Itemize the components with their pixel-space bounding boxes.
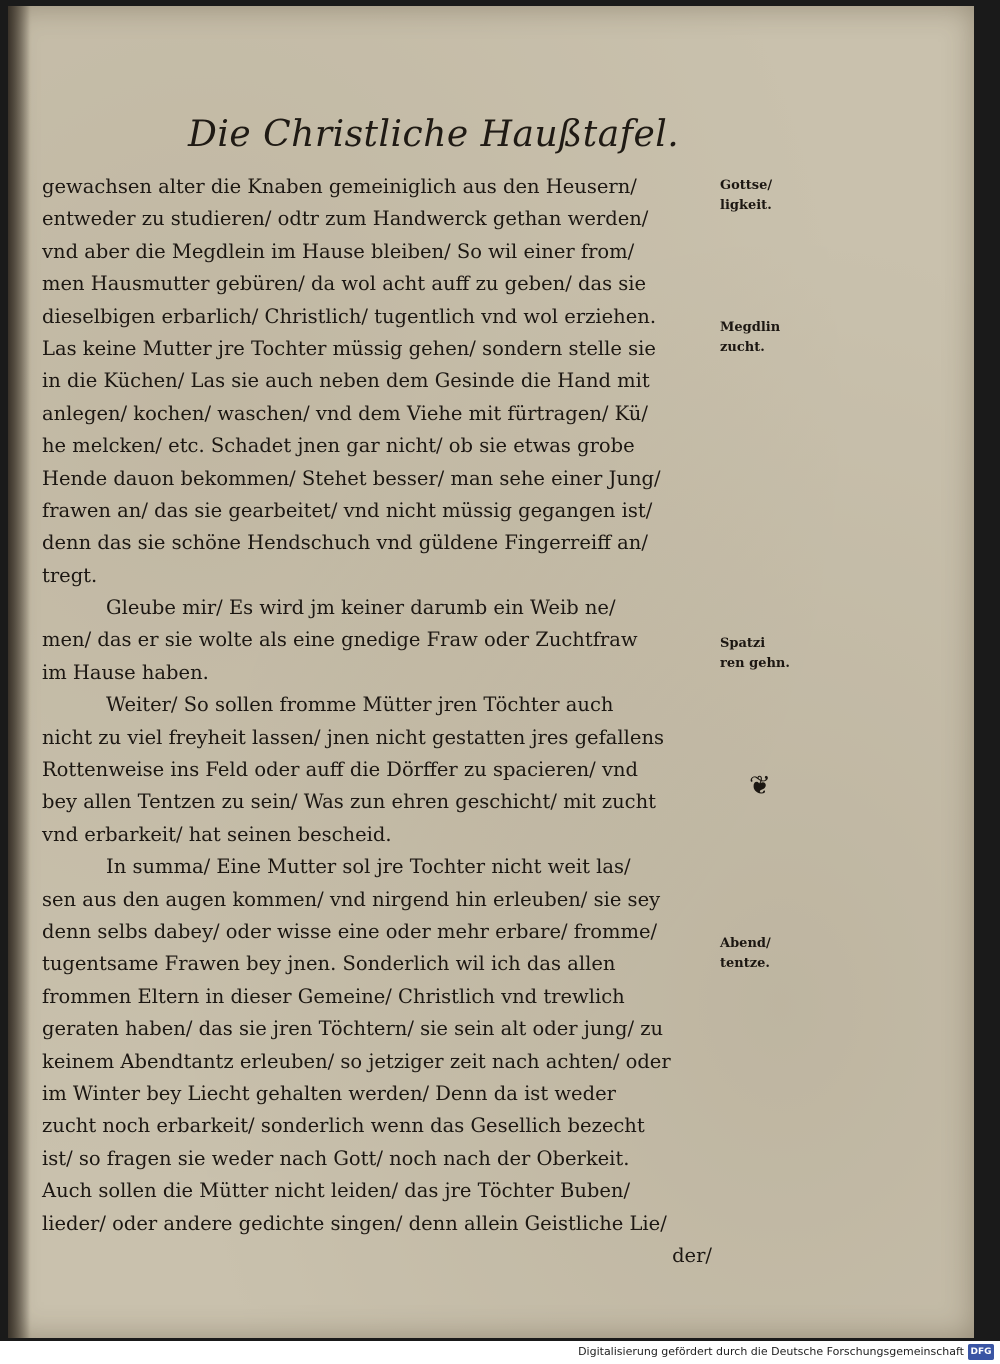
text-line: nicht zu viel freyheit lassen/ jnen nicht gestatten jres gefallens (42, 725, 665, 749)
text-line: sen aus den augen kommen/ vnd nirgend hin erleuben/ sie sey (42, 887, 661, 911)
text-line: vnd erbarkeit/ hat seinen bescheid. (42, 822, 392, 846)
text-line: men/ das er sie wolte als eine gnedige Fraw oder Zuchtfraw (42, 628, 638, 652)
footer-bar (0, 1341, 1000, 1364)
margin-note-line: Abend/ (720, 936, 771, 951)
margin-note-line: zucht. (720, 340, 765, 355)
text-line: In summa/ Eine Mutter sol jre Tochter nicht weit las/ (106, 855, 631, 879)
text-line: tugentsame Frawen bey jnen. Sonderlich wil ich das allen (42, 952, 616, 976)
text-line: frawen an/ das sie gearbeitet/ vnd nicht müssig gegangen ist/ (42, 498, 653, 522)
text-line: keinem Abendtantz erleuben/ so jetziger zeit nach achten/ oder (42, 1049, 671, 1073)
margin-note (720, 934, 771, 974)
text-line: Rottenweise ins Feld oder auff die Dörffer zu spacieren/ vnd (42, 758, 639, 782)
catchword: der/ (672, 1243, 712, 1267)
text-line: geraten haben/ das sie jren Töchtern/ sie sein alt oder jung/ zu (42, 1017, 664, 1041)
text-line: im Winter bey Liecht gehalten werden/ Denn da ist weder (42, 1081, 616, 1105)
text-line: tregt. (42, 563, 98, 587)
text-line: im Hause haben. (42, 660, 209, 684)
text-line: Hende dauon bekommen/ Stehet besser/ man sehe einer Jung/ (42, 466, 661, 490)
margin-note (720, 634, 790, 674)
text-line: denn das sie schöne Hendschuch vnd güldene Fingerreiff an/ (42, 531, 648, 555)
text-line: denn selbs dabey/ oder wisse eine oder mehr erbare/ fromme/ (42, 919, 658, 943)
text-line: vnd aber die Megdlein im Hause bleiben/ So wil einer from/ (42, 239, 635, 263)
text-line: he melcken/ etc. Schadet jnen gar nicht/ ob sie etwas grobe (42, 434, 635, 458)
running-header: Die Christliche Haußtafel. (188, 114, 680, 155)
text-line: in die Küchen/ Las sie auch neben dem Gesinde die Hand mit (42, 369, 650, 393)
margin-note (720, 176, 772, 216)
funding-notice: Digitalisierung gefördert durch die Deutsche Forschungsgemeinschaft (578, 1345, 964, 1358)
dfg-logo-icon: DFG (968, 1344, 994, 1360)
body-text (42, 171, 732, 1272)
text-line: dieselbigen erbarlich/ Christlich/ tugentlich vnd wol erziehen. (42, 304, 657, 328)
text-line: entweder zu studieren/ odtr zum Handwerck gethan werden/ (42, 207, 649, 231)
text-line: zucht noch erbarkeit/ sonderlich wenn das Gesellich bezecht (42, 1114, 645, 1138)
book-page (8, 6, 974, 1338)
text-line: men Hausmutter gebüren/ da wol acht auff zu geben/ das sie (42, 272, 647, 296)
hand-ornament-icon: ❦ (749, 771, 771, 801)
page-gutter (8, 6, 30, 1338)
text-line: Weiter/ So sollen fromme Mütter jren Töchter auch (106, 693, 614, 717)
margin-note-line: tentze. (720, 956, 770, 971)
text-line: gewachsen alter die Knaben gemeiniglich aus den Heusern/ (42, 175, 637, 198)
text-line: lieder/ oder andere gedichte singen/ denn allein Geistliche Lie/ (42, 1211, 667, 1235)
margin-note (720, 318, 780, 358)
text-line: ist/ so fragen sie weder nach Gott/ noch nach der Oberkeit. (42, 1146, 630, 1170)
text-line: anlegen/ kochen/ waschen/ vnd dem Viehe mit fürtragen/ Kü/ (42, 401, 648, 425)
text-line: Gleube mir/ Es wird jm keiner darumb ein Weib ne/ (106, 596, 616, 620)
text-line: Las keine Mutter jre Tochter müssig gehen/ sondern stelle sie (42, 336, 656, 360)
margin-note-line: Megdlin (720, 320, 781, 335)
text-line: Auch sollen die Mütter nicht leiden/ das jre Töchter Buben/ (42, 1179, 631, 1203)
text-line: bey allen Tentzen zu sein/ Was zun ehren geschicht/ mit zucht (42, 790, 657, 814)
margin-note-line: Spatzi (720, 636, 766, 651)
margin-note-line: ligkeit. (720, 198, 772, 213)
margin-note-line: ren gehn. (720, 656, 790, 671)
text-line: frommen Eltern in dieser Gemeine/ Christlich vnd trewlich (42, 984, 625, 1008)
margin-note-line: Gottse/ (720, 178, 773, 193)
